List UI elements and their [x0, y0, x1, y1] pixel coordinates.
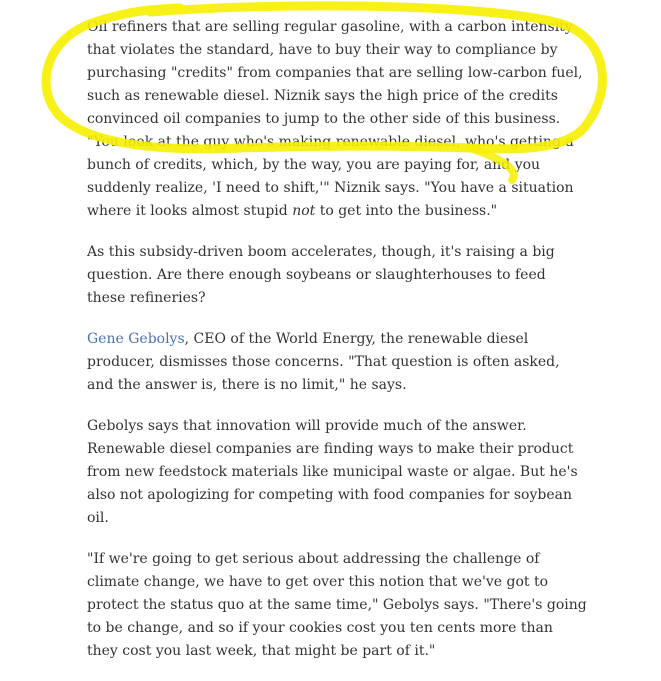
paragraph-quote: "If we're going to get serious about addressing the challenge of climate change, we have to get over this notion that we've got to protect the status quo at the same time," Gebolys says. "There's going to be change, and so if your cookies cost you ten cents more than they cost you last week, that might be part of it.": [87, 551, 587, 659]
article-body: [87, 16, 587, 681]
emphasis-not: not: [292, 203, 316, 219]
paragraph-boom: As this subsidy-driven boom accelerates, though, it's raising a big question. Are there enough soybeans or slaughterhouses to feed these refineries?: [87, 244, 555, 306]
paragraph-credits-end: to get into the business.": [315, 203, 498, 219]
paragraph-credits: [87, 16, 587, 223]
paragraph-credits-text: Oil refiners that are selling regular gasoline, with a carbon intensity that violates the standard, have to buy their way to compliance by purchasing "credits" from companies that are selling low-carbon fuel, such as renewable diesel. Niznik says the high price of the credits convinced oil companies to jump to the other side of this business. "You look at the guy who's making renewable diesel, who's getting a bunch of credits, which, by the way, you are paying for, and you suddenly realize, 'I need to shift,'" Niznik says. "You have a situation where it looks almost stupid: [87, 19, 583, 219]
paragraph-gebolys-text: , CEO of the World Energy, the renewable diesel producer, dismisses those concerns. "That question is often asked, and the answer is, there is no limit," he says.: [87, 331, 560, 393]
paragraph-innovation: Gebolys says that innovation will provide much of the answer. Renewable diesel companies are finding ways to make their product from new feedstock materials like municipal waste or algae. But he's also not apologizing for competing with food companies for soybean oil.: [87, 418, 578, 526]
paragraph-gebolys: [87, 328, 587, 397]
gene-gebolys-link[interactable]: Gene Gebolys: [87, 331, 185, 347]
